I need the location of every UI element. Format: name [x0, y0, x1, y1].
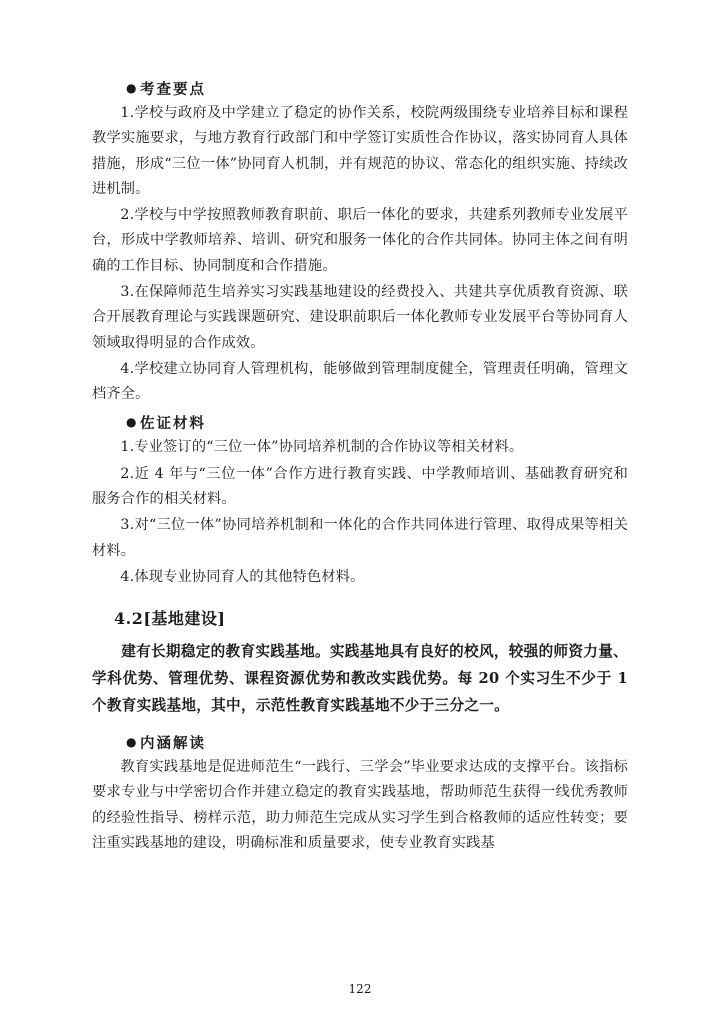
paragraph: 4.学校建立协同育人管理机构，能够做到管理制度健全，管理责任明确，管理文档齐全。: [92, 360, 628, 403]
bullet-icon: ●: [126, 415, 137, 430]
paragraph: 4.体现专业协同育人的其他特色材料。: [120, 568, 365, 585]
section-heading-label: 内涵解读: [140, 735, 206, 753]
paragraph: 1.专业签订的“三位一体”协同培养机制的合作协议等相关材料。: [120, 439, 524, 456]
section-heading-zuozhengcailiao: [92, 412, 628, 433]
page-title: 4.2[基地建设]: [114, 609, 226, 629]
paragraph: 1.学校与政府及中学建立了稳定的协作关系，校院两级围绕专业培养目标和课程教学实施要求，与地方教育行政部门和中学签订实质性合作协议，落实协同育人具体措施，形成“三位一体”协同育人机制，并有规范的协议、常态化的组织实施、持续改进机制。: [92, 105, 628, 197]
section-heading-label: 佐证材料: [140, 415, 206, 433]
paragraph: 3.对“三位一体”协同培养机制和一体化的合作共同体进行管理、取得成果等相关材料。: [92, 517, 628, 559]
paragraph: 2.近 4 年与“三位一体”合作方进行教育实践、中学教师培训、基础教育研究和服务合作的相关材料。: [92, 465, 628, 507]
page-number: 122: [348, 982, 372, 996]
section-heading-neihanjiedu: [92, 732, 628, 753]
paragraph: 教育实践基地是促进师范生“一践行、三学会”毕业要求达成的支撑平台。该指标要求专业与中学密切合作并建立稳定的教育实践基地，帮助师范生获得一线优秀教师的经验性指导、榜样示范，助力师范生完成从实习学生到合格教师的适应性转变；要注重实践基地的建设，明确标准和质量要求，使专业教育实践基: [92, 759, 628, 851]
section-heading-label: 考查要点: [140, 81, 206, 98]
paragraph: 3.在保障师范生培养实习实践基地建设的经费投入、共建共享优质教育资源、联合开展教育理论与实践课题研究、建设职前职后一体化教师专业发展平台等协同育人领域取得明显的合作成效。: [92, 283, 628, 351]
section-heading-kaochayaodian: [92, 78, 628, 99]
bullet-icon: ●: [126, 81, 137, 95]
emphasis-paragraph: 建有长期稳定的教育实践基地。实践基地具有良好的校风，较强的师资力量、学科优势、管理优势、课程资源优势和教改实践优势。每 20 个实习生不少于 1 个教育实践基地，其中，示范性教育实践基地不少于三分之一。: [92, 643, 628, 715]
spacer: [92, 724, 628, 732]
paragraph: 2.学校与中学按照教师教育职前、职后一体化的要求，共建系列教师专业发展平台，形成中学教师培养、培训、研究和服务一体化的合作共同体。协同主体之间有明确的工作目标、协同制度和合作措施。: [92, 207, 628, 274]
bullet-icon: ●: [126, 735, 137, 750]
